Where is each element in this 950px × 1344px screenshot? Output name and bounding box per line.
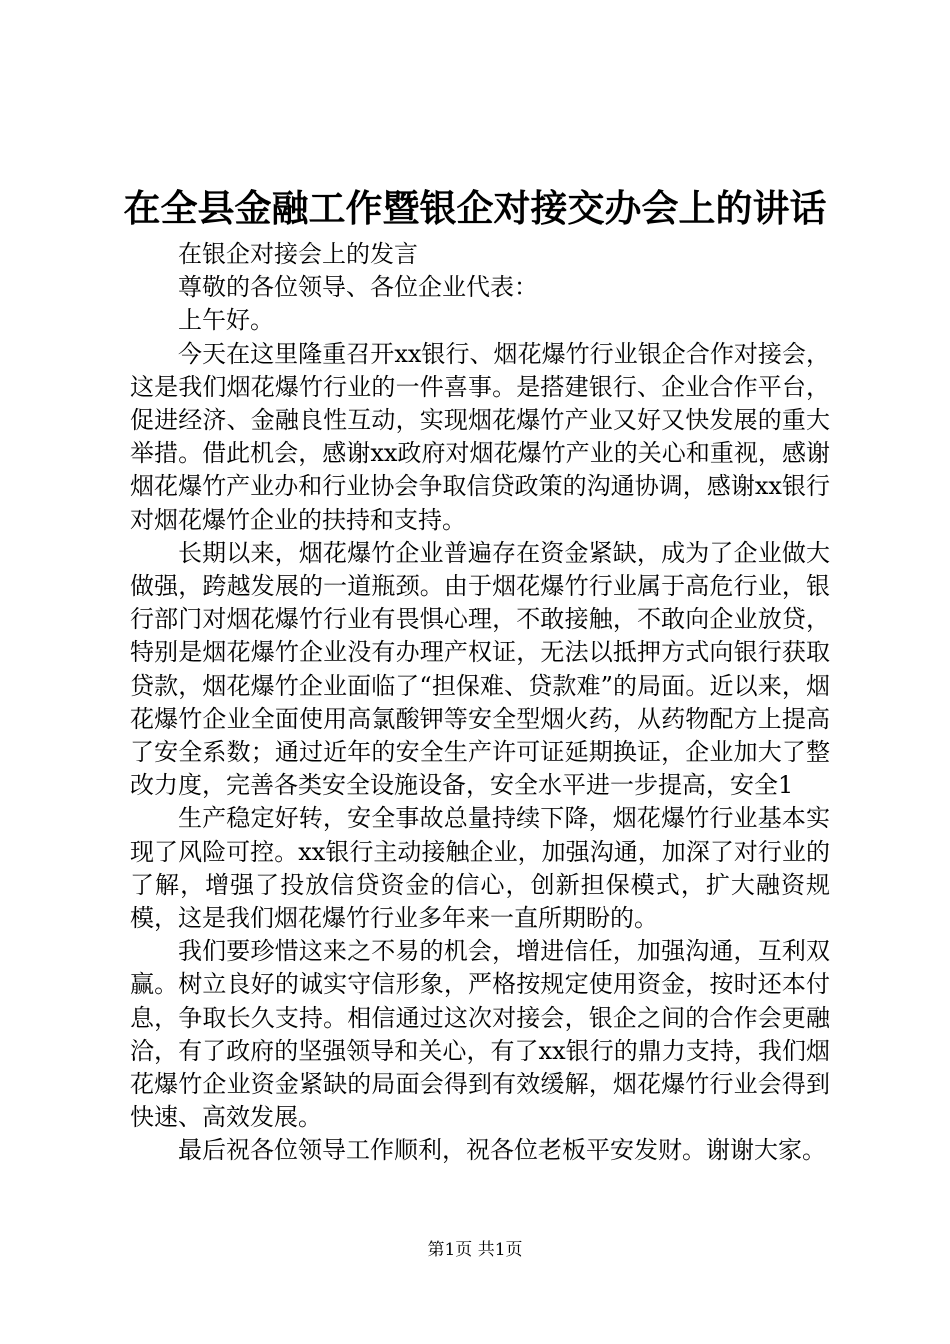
paragraph-subtitle: 在银企对接会上的发言 <box>178 240 418 268</box>
paragraph-salutation: 尊敬的各位领导、各位企业代表： <box>178 273 538 302</box>
paragraph-greeting: 上午好。 <box>178 306 274 335</box>
document-body <box>130 238 830 1168</box>
paragraph-closing: 最后祝各位领导工作顺利，祝各位老板平安发财。谢谢大家。 <box>178 1136 826 1165</box>
paragraph-body-2: 长期以来，烟花爆竹企业普遍存在资金紧缺，成为了企业做大做强，跨越发展的一道瓶颈。由于烟花爆竹行业属于高危行业，银行部门对烟花爆竹行业有畏惧心理，不敢接触，不敢向企业放贷，特别是烟花爆竹企业没有办理产权证，无法以抵押方式向银行获取贷款，烟花爆竹企业面临了“担保难、贷款难”的局面。近以来，烟花爆竹企业全面使用高氯酸钾等安全型烟火药，从药物配方上提高了安全系数；通过近年的安全生产许可证延期换证，企业加大了整改力度，完善各类安全设施设备，安全水平进一步提高，安全1 <box>130 538 830 800</box>
paragraph-body-3: 生产稳定好转，安全事故总量持续下降，烟花爆竹行业基本实现了风险可控。xx银行主动接触企业，加强沟通，加深了对行业的了解，增强了投放信贷资金的信心，创新担保模式，扩大融资规模，这是我们烟花爆竹行业多年来一直所期盼的。 <box>130 804 830 933</box>
paragraph-body-4: 我们要珍惜这来之不易的机会，增进信任，加强沟通，互利双赢。树立良好的诚实守信形象，严格按规定使用资金，按时还本付息，争取长久支持。相信通过这次对接会，银企之间的合作会更融洽，有了政府的坚强领导和关心，有了xx银行的鼎力支持，我们烟花爆竹企业资金紧缺的局面会得到有效缓解，烟花爆竹行业会得到快速、高效发展。 <box>130 937 830 1132</box>
page-footer: 第1页 共1页 <box>427 1240 523 1260</box>
document-title: 在全县金融工作暨银企对接交办会上的讲话 <box>123 186 827 230</box>
paragraph-body-1: 今天在这里隆重召开xx银行、烟花爆竹行业银企合作对接会，这是我们烟花爆竹行业的一件喜事。是搭建银行、企业合作平台，促进经济、金融良性互动，实现烟花爆竹产业又好又快发展的重大举措。借此机会，感谢xx政府对烟花爆竹产业的关心和重视，感谢烟花爆竹产业办和行业协会争取信贷政策的沟通协调，感谢xx银行对烟花爆竹企业的扶持和支持。 <box>130 339 830 534</box>
